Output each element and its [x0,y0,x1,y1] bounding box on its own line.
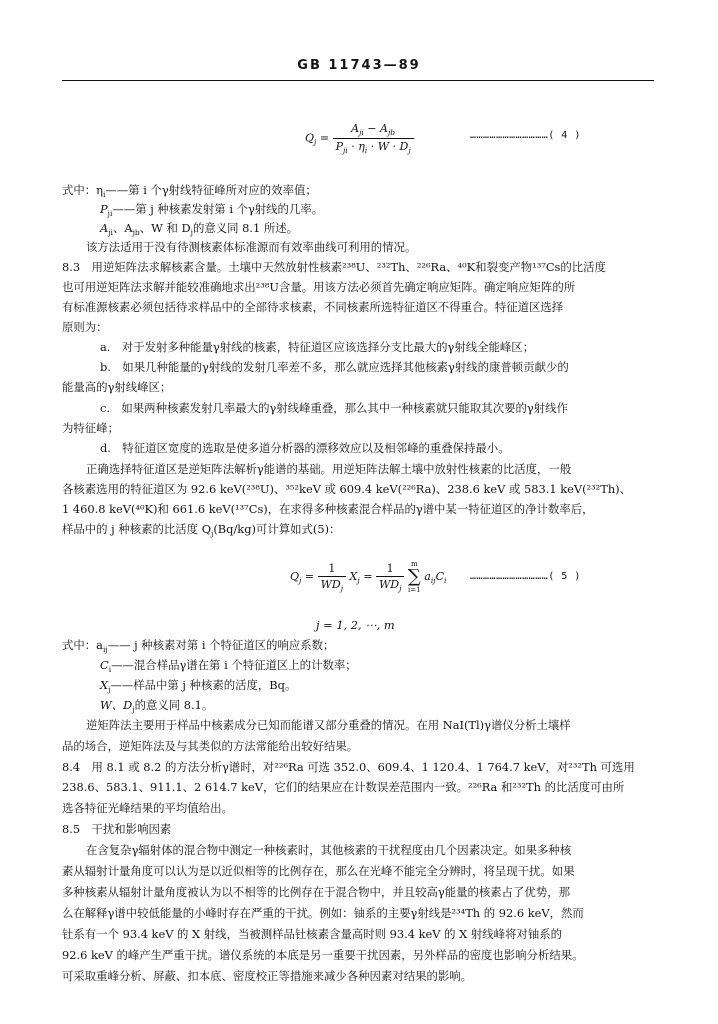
paragraph-line: 该方法适用于没有待测核素体标准源而有效率曲线可利用的情况。 [86,240,417,254]
summation-symbol: m ∑ i=1 [407,560,421,594]
equation-5-fraction-1: $\frac{1}{WD_j}$ [318,562,346,593]
paragraph-line: 正确选择特征道区是逆矩阵法解析γ能谱的基础。用逆矩阵法解土壤中放射性核素的比活度，一般 [86,462,572,476]
equation-5: $Q_j$ = $\frac{1}{WD_j}$ $X_j$ = $\frac{1}{WD_j}$ m ∑ i=1 $a_{ij}C_i$ [290,560,447,594]
paragraph-line: 品的场合，逆矩阵法及与其类似的方法常能给出较好结果。 [62,739,359,753]
definition-line: $X_j——$样品中第 j 种核素的活度，Bq。 [100,678,297,694]
list-item-b-cont: 能量高的γ射线峰区； [62,380,172,394]
list-item-a: a. 对于发射多种能量γ射线的核素，特征道区应该选择分支比最大的γ射线全能峰区； [100,340,535,354]
running-header: GB 11743—89 [297,58,421,73]
paragraph-line: 逆矩阵法主要用于样品中核素成分已知而能谱又部分重叠的情况。在用 NaI(Tl)γ谱仪分析土壤样 [86,718,571,732]
definition-line: 式中：$\eta_i——$第 i 个γ射线特征峰所对应的效率值； [62,183,317,199]
paragraph-line: 选各特征光峰结果的平均值给出。 [62,801,233,815]
paragraph-line: 多种核素从辐射计量角度被认为以不相等的比例存在于混合物中，并且较高γ能量的核素占了优势，那 [62,885,570,899]
equation-4: $Q_j$ = $\frac{A_{ji} - A_{jb}}{P_{ji} \cdot \eta_i \cdot W \cdot D_j}$ [305,122,414,155]
section-8-5-heading: 8.5 干扰和影响因素 [62,822,172,836]
paragraph-line: 1 460.8 keV(⁴⁰K)和 661.6 keV(¹³⁷Cs)，在求得多种核素混合样品的γ谱中某一特征道区的净计数率后， [62,502,594,516]
list-item-c-cont: 为特征峰； [62,421,119,435]
list-item-b: b. 如果几种能量的γ射线的发射几率差不多，那么就应选择其他核素γ射线的康普顿贡献少的 [100,360,569,374]
paragraph-line: 也可用逆矩阵法求解并能较准确地求出²³⁸U含量。用该方法必须首先确定响应矩阵。确定响应矩阵的所 [62,280,576,294]
definition-line: $P_{ji}——$第 j 种核素发射第 i 个γ射线的几率。 [100,202,324,218]
index-range: j = 1, 2, ⋯, m [316,618,395,632]
definition-line: 式中：$a_{ij}——$ j 种核素对第 i 个特征道区的响应系数； [62,638,335,654]
paragraph-line: 各核素选用的特征道区为 92.6 keV(²³⁸U)、³⁵²keV 或 609.4 keV(²²⁶Ra)、238.6 keV 或 583.1 keV(²³²Th)、 [62,482,631,496]
equation-5-fraction-2: $\frac{1}{WD_j}$ [376,562,404,593]
paragraph-line: 可采取重峰分析、屏蔽、扣本底、密度校正等措施来减少各种因素对结果的影响。 [62,969,473,983]
paragraph-line: 原则为： [62,320,108,334]
section-8-4-line: 8.4 用 8.1 或 8.2 的方法分析γ谱时，对²²⁶Ra 可选 352.0、609.4、1 120.4、1 764.7 keV，对²³²Th 可选用 [62,760,635,774]
definition-line: $A_{ji}$、$A_{jb}$、W 和 $D_j$的意义同 8.1 所述。 [100,221,299,237]
paragraph-line: 在含复杂γ辐射体的混合物中测定一种核素时，其他核素的干扰程度由几个因素决定。如果多种核 [86,843,572,857]
equation-4-leader-dots: ………………………………( 4 ) [470,130,581,141]
paragraph-line: 么在解释γ谱中较低能量的小峰时存在严重的干扰。例如：铀系的主要γ射线是²³⁴Th 的 92.6 keV，然而 [62,906,584,920]
paragraph-line: 92.6 keV 的峰产生严重干扰。谱仪系统的本底是另一重要干扰因素，另外样品的密度也影响分析结果。 [62,948,584,962]
list-item-d: d. 特征道区宽度的选取是使多道分析器的漂移效应以及相邻峰的重叠保持最小。 [100,441,510,455]
paragraph-line: 有标准源核素必须包括待求样品中的全部待求核素，不同核素所选特征道区不得重合。特征道区选择 [62,300,564,314]
definition-line: $C_i——$混合样品γ谱在第 i 个特征道区上的计数率； [100,658,357,674]
paragraph-line: 钍系有一个 93.4 keV 的 X 射线，当被测样品钍核素含量高时则 93.4 keV 的 X 射线峰将对铀系的 [62,927,562,941]
paragraph-line: 238.6、583.1、911.1、2 614.7 keV，它们的结果应在计数误差范围内一致。²²⁶Ra 和²³²Th 的比活度可由所 [62,780,625,794]
equation-5-leader-dots: ………………………………( 5 ) [470,571,581,582]
paragraph-line: 素从辐射计量角度可以认为是以近似相等的比例存在，那么在光峰不能完全分辨时，将呈现干扰。如果 [62,864,575,878]
definition-line: W、$D_j$的意义同 8.1。 [100,698,214,714]
paragraph-line: 样品中的 j 种核素的比活度 $Q_j(Bq/kg)$可计算如式(5)： [62,522,341,538]
section-8-3-line: 8.3 用逆矩阵法求解核素含量。土壤中天然放射性核素²³⁸U、²³²Th、²²⁶Ra、⁴⁰K和裂变产物¹³⁷Cs的比活度 [62,260,606,274]
header-rule [62,80,654,81]
list-item-c: c. 如果两种核素发射几率最大的γ射线峰重叠，那么其中一种核素就只能取其次要的γ射线作 [100,401,568,415]
equation-4-fraction: $\frac{A_{ji} - A_{jb}}{P_{ji} \cdot \eta_i \cdot W \cdot D_j}$ [333,122,414,155]
